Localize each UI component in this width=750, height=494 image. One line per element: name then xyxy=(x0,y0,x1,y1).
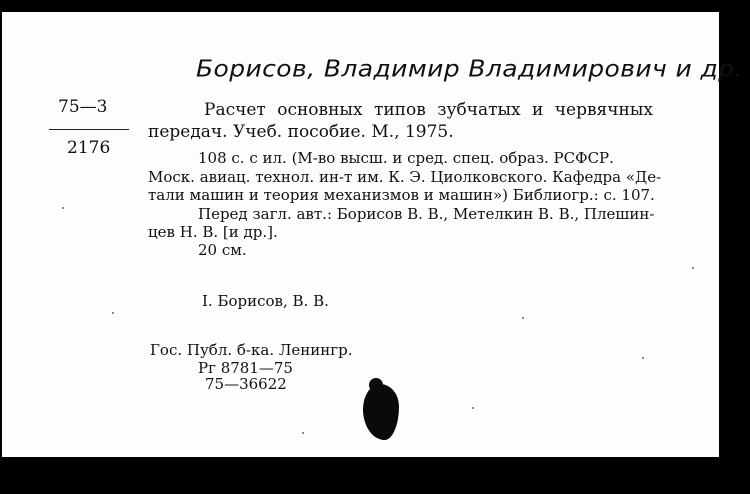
library-line-3: 75—36622 xyxy=(205,375,287,393)
note-line-1: Перед загл. авт.: Борисов В. В., Метелкин В. В., Плешин- xyxy=(198,205,655,223)
note-line-2: цев Н. В. [и др.]. xyxy=(148,223,278,241)
collation-line-1: 108 с. с ил. (М-во высш. и сред. спец. образ. РСФСР. xyxy=(198,149,614,167)
classification-code: 75—3 xyxy=(58,97,108,117)
collation-line-2: Моск. авиац. технол. ин-т им. К. Э. Циолковского. Кафедра «Де- xyxy=(148,168,662,186)
speck xyxy=(62,207,64,209)
title-line-2: передач. Учеб. пособие. М., 1975. xyxy=(148,122,454,142)
speck xyxy=(112,312,114,314)
title-line-1: Расчет основных типов зубчатых и червячных xyxy=(204,100,653,120)
handwritten-heading: Борисов, Владимир Владимирович и др. xyxy=(196,55,743,82)
accession-number: 2176 xyxy=(67,138,111,158)
library-line-2: Рг 8781—75 xyxy=(198,359,293,377)
speck xyxy=(522,317,524,319)
divider-line xyxy=(49,129,129,130)
speck xyxy=(302,432,304,434)
size-note: 20 см. xyxy=(198,241,247,259)
speck xyxy=(472,407,474,409)
collation-line-3: тали машин и теория механизмов и машин») Библиогр.: с. 107. xyxy=(148,186,655,204)
speck xyxy=(642,357,644,359)
ink-blot xyxy=(363,384,399,440)
catalog-card xyxy=(2,12,743,457)
added-entry: I. Борисов, В. В. xyxy=(202,292,329,310)
library-line-1: Гос. Публ. б-ка. Ленингр. xyxy=(150,341,353,359)
speck xyxy=(692,267,694,269)
